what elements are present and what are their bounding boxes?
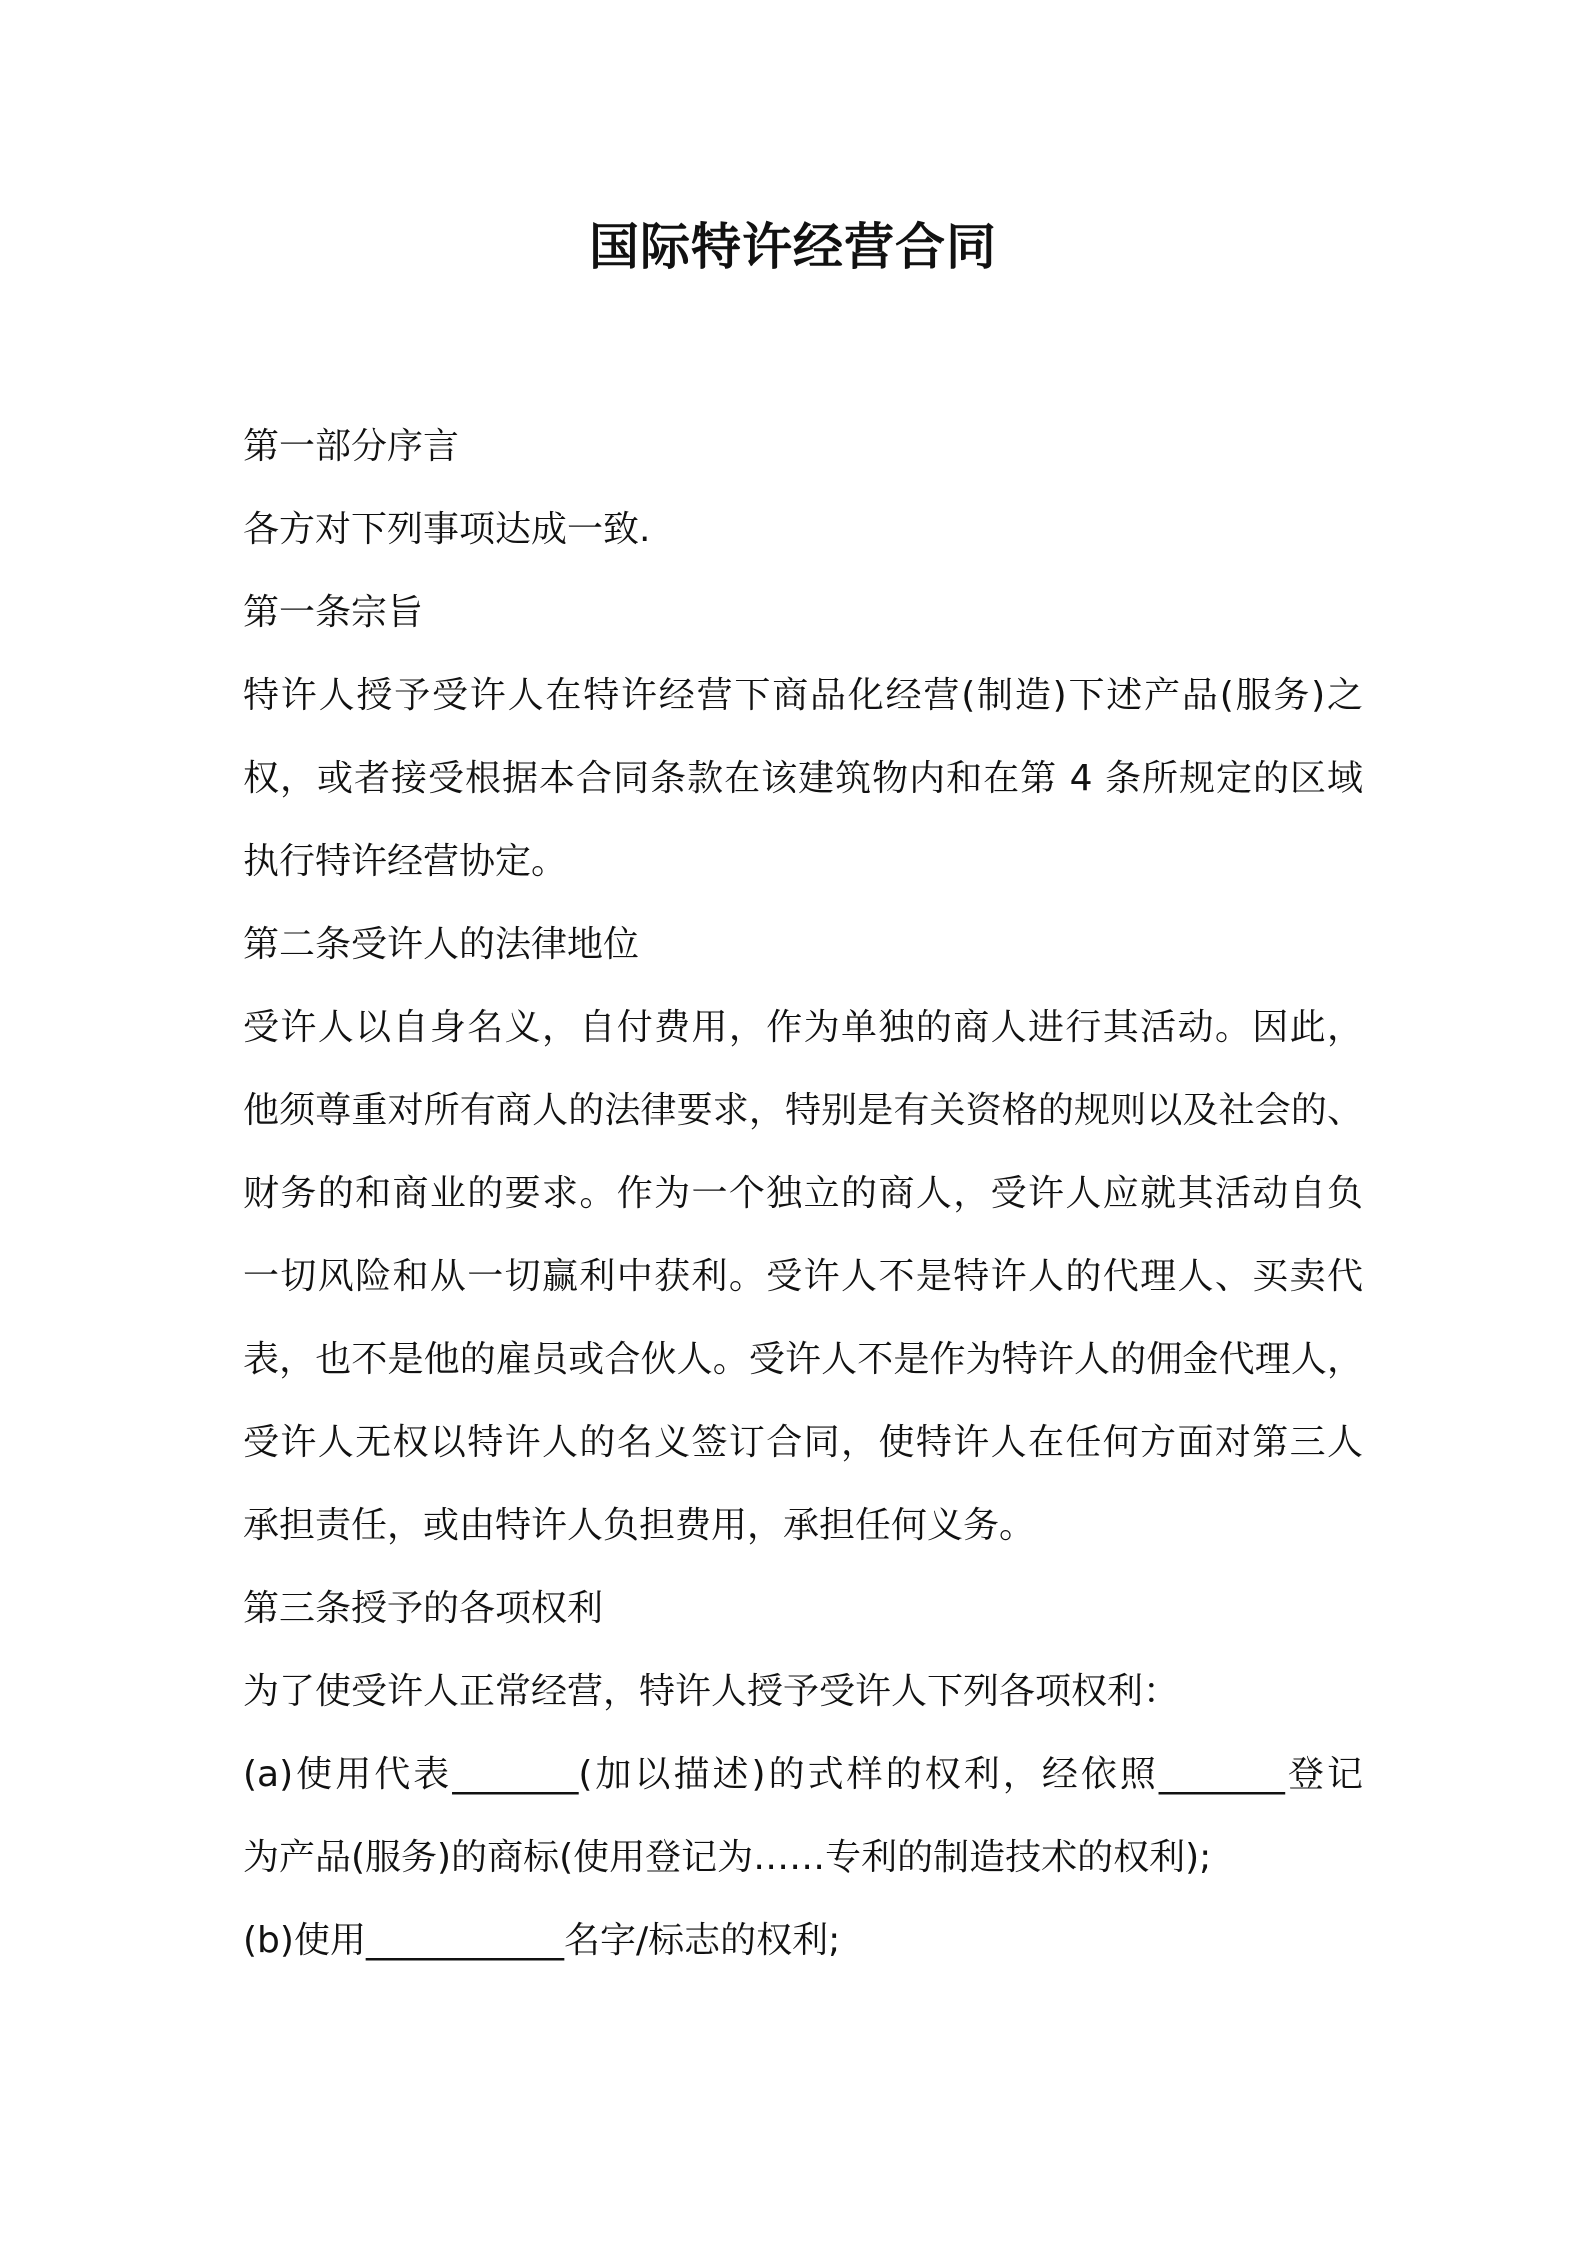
paragraph-line: 权，或者接受根据本合同条款在该建筑物内和在第 4 条所规定的区域 [243, 758, 1363, 799]
list-item-b: (b)使用___________名字/标志的权利; [243, 1920, 841, 1961]
paragraph-line: 特许人授予受许人在特许经营下商品化经营(制造)下述产品(服务)之 [243, 675, 1363, 716]
list-item-a: (a)使用代表_______(加以描述)的式样的权利，经依照_______登记 [243, 1754, 1363, 1795]
paragraph-line: 受许人无权以特许人的名义签订合同，使特许人在任何方面对第三人 [243, 1422, 1363, 1463]
paragraph-line: 执行特许经营协定。 [243, 841, 568, 882]
paragraph-line: 受许人以自身名义，自付费用，作为单独的商人进行其活动。因此， [243, 1007, 1363, 1048]
article-heading-2: 第二条受许人的法律地位 [243, 924, 640, 965]
paragraph-line: 一切风险和从一切赢利中获利。受许人不是特许人的代理人、买卖代 [243, 1256, 1363, 1297]
article-heading-3: 第三条授予的各项权利 [243, 1588, 604, 1629]
paragraph-line: 为了使受许人正常经营，特许人授予受许人下列各项权利： [243, 1671, 1180, 1712]
section-heading-preamble: 第一部分序言 [243, 426, 460, 467]
article-heading-1: 第一条宗旨 [243, 592, 424, 633]
paragraph-line: 财务的和商业的要求。作为一个独立的商人，受许人应就其活动自负 [243, 1173, 1363, 1214]
paragraph-line: 他须尊重对所有商人的法律要求，特别是有关资格的规则以及社会的、 [243, 1090, 1363, 1131]
paragraph-line: 各方对下列事项达成一致. [243, 509, 651, 550]
document-title: 国际特许经营合同 [589, 218, 997, 276]
paragraph-line: 承担责任，或由特许人负担费用，承担任何义务。 [243, 1505, 1036, 1546]
list-item-a-continued: 为产品(服务)的商标(使用登记为……专利的制造技术的权利); [243, 1837, 1212, 1878]
document-body [243, 405, 1363, 1982]
paragraph-line: 表，也不是他的雇员或合伙人。受许人不是作为特许人的佣金代理人， [243, 1339, 1363, 1380]
